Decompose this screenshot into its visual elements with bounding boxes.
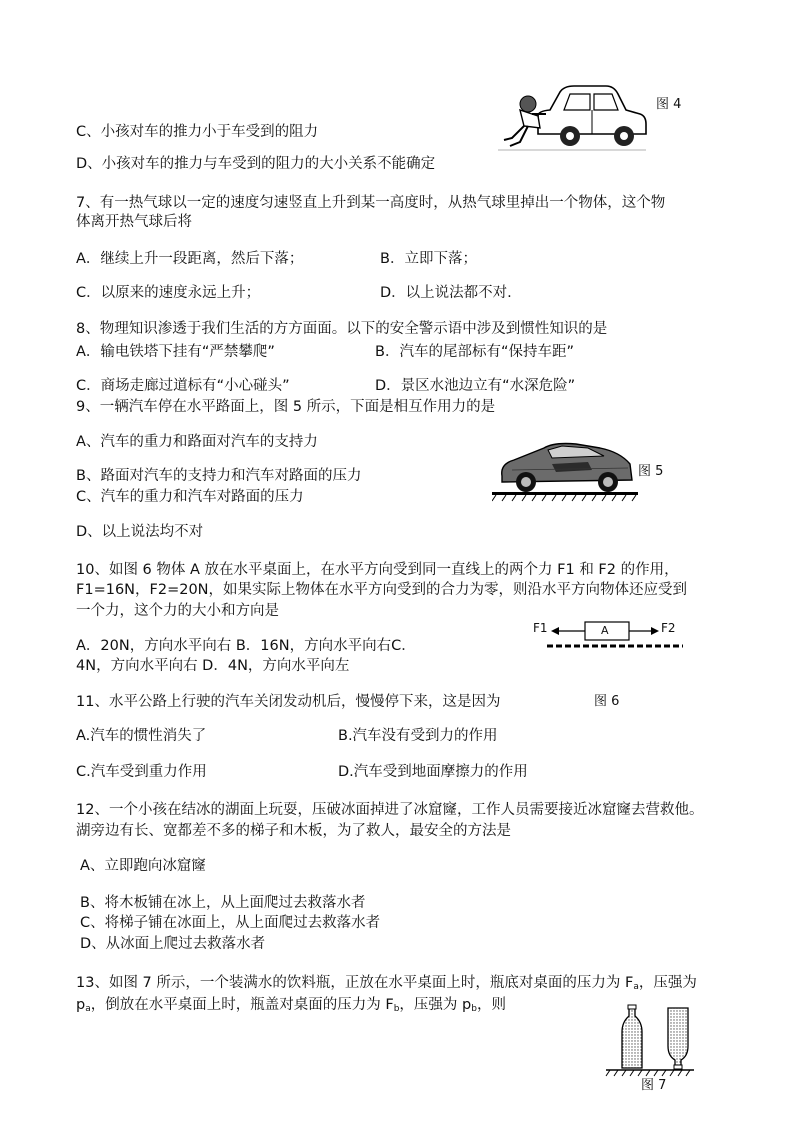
q9-option-b: B、路面对汽车的支持力和汽车对路面的压力 [76,468,362,484]
q13-line1-tail: ，压强为 [638,975,697,991]
q13-fa-subscript: a [633,982,639,992]
q7-option-c: C．以原来的速度永远上升； [76,285,261,301]
figure-5-label: 图 5 [638,464,664,479]
force-f2-label: F2 [661,621,676,635]
q13-pa-symbol: p [76,997,86,1013]
q7-stem-line1: 7、有一热气球以一定的速度匀速竖直上升到某一高度时，从热气球里掉出一个物体，这个物 [76,195,666,211]
q13-stem-line1 [76,974,697,996]
q13-pa-subscript: a [85,1004,91,1014]
q8-option-d: D．景区水池边立有“水深危险” [375,378,576,394]
q8-option-b: B．汽车的尾部标有“保持车距” [375,344,574,360]
child-pushing-car-illustration [498,80,648,156]
q11-option-c: C.汽车受到重力作用 [76,764,207,780]
q13-line2-text: ，倒放在水平桌面上时，瓶盖对桌面的压力为 F [90,997,394,1013]
q10-options-line2: 4N，方向水平向右 D．4N，方向水平向左 [76,658,350,674]
q7-option-a: A．继续上升一段距离，然后下落； [76,251,304,267]
q12-option-d: D、从冰面上爬过去救落水者 [80,936,266,952]
q6-option-d: D、小孩对车的推力与车受到的阻力的大小关系不能确定 [76,156,436,172]
q11-option-b: B.汽车没有受到力的作用 [338,728,498,744]
q6-option-c: C、小孩对车的推力小于车受到的阻力 [76,124,319,140]
q13-stem-line2 [76,996,506,1018]
figure-7-label: 图 7 [641,1078,667,1093]
q7-stem-line2: 体离开热气球后将 [76,214,192,230]
q7-option-b: B．立即下落； [380,251,477,267]
figure-4-child-pushing-car [498,80,648,156]
q9-option-a: A、汽车的重力和路面对汽车的支持力 [76,434,318,450]
q12-stem-line1: 12、一个小孩在结冰的湖面上玩耍，压破冰面掉进了冰窟窿，工作人员需要接近冰窟窿去营救他。 [76,802,704,818]
q10-options-line1: A．20N，方向水平向右 B．16N，方向水平向右C． [76,638,416,654]
q9-option-c: C、汽车的重力和汽车对路面的压力 [76,489,304,505]
figure-7-bottles [604,1004,696,1080]
object-a-label: A [601,624,609,637]
figure-4-label: 图 4 [656,97,682,112]
q10-stem-line3: 一个力，这个力的大小和方向是 [76,603,279,619]
figure-5-car [492,436,638,502]
sports-car-illustration [492,436,638,502]
q13-line2-tail: ，则 [476,997,506,1013]
q11-option-d: D.汽车受到地面摩擦力的作用 [338,764,528,780]
figure-6-label: 图 6 [594,694,620,709]
q13-line1-text: 13、如图 7 所示，一个装满水的饮料瓶，正放在水平桌面上时，瓶底对桌面的压力为 F [76,975,634,991]
q8-option-c: C．商场走廊过道标有“小心碰头” [76,378,290,394]
bottles-illustration [604,1004,696,1080]
q12-stem-line2: 湖旁边有长、宽都差不多的梯子和木板，为了救人，最安全的方法是 [76,823,511,839]
q9-option-d: D、以上说法均不对 [76,524,204,540]
q12-option-b: B、将木板铺在冰上，从上面爬过去救落水者 [80,895,366,911]
q10-stem-line1: 10、如图 6 物体 A 放在水平桌面上，在水平方向受到同一直线上的两个力 F1 和 F2 的作用， [76,562,679,578]
q11-option-a: A.汽车的惯性消失了 [76,728,207,744]
q10-stem-line2: F1=16N，F2=20N，如果实际上物体在水平方向受到的合力为零，则沿水平方向物体还应受到 [76,582,688,598]
figure-6-force-diagram [533,618,689,658]
q11-stem: 11、水平公路上行驶的汽车关闭发动机后，慢慢停下来，这是因为 [76,694,501,710]
q12-option-a: A、立即跑向冰窟窿 [80,858,206,874]
q13-fb-subscript: b [393,1004,400,1014]
q8-option-a: A．输电铁塔下挂有“严禁攀爬” [76,344,275,360]
force-f1-label: F1 [533,621,548,635]
q9-stem: 9、一辆汽车停在水平路面上，图 5 所示，下面是相互作用力的是 [76,399,496,415]
q8-stem: 8、物理知识渗透于我们生活的方方面面。以下的安全警示语中涉及到惯性知识的是 [76,321,608,337]
q13-pb-subscript: b [471,1004,477,1014]
q12-option-c: C、将梯子铺在冰面上，从上面爬过去救落水者 [80,915,381,931]
q7-option-d: D．以上说法都不对. [380,285,512,301]
q13-line2-mid: ，压强为 p [399,997,472,1013]
